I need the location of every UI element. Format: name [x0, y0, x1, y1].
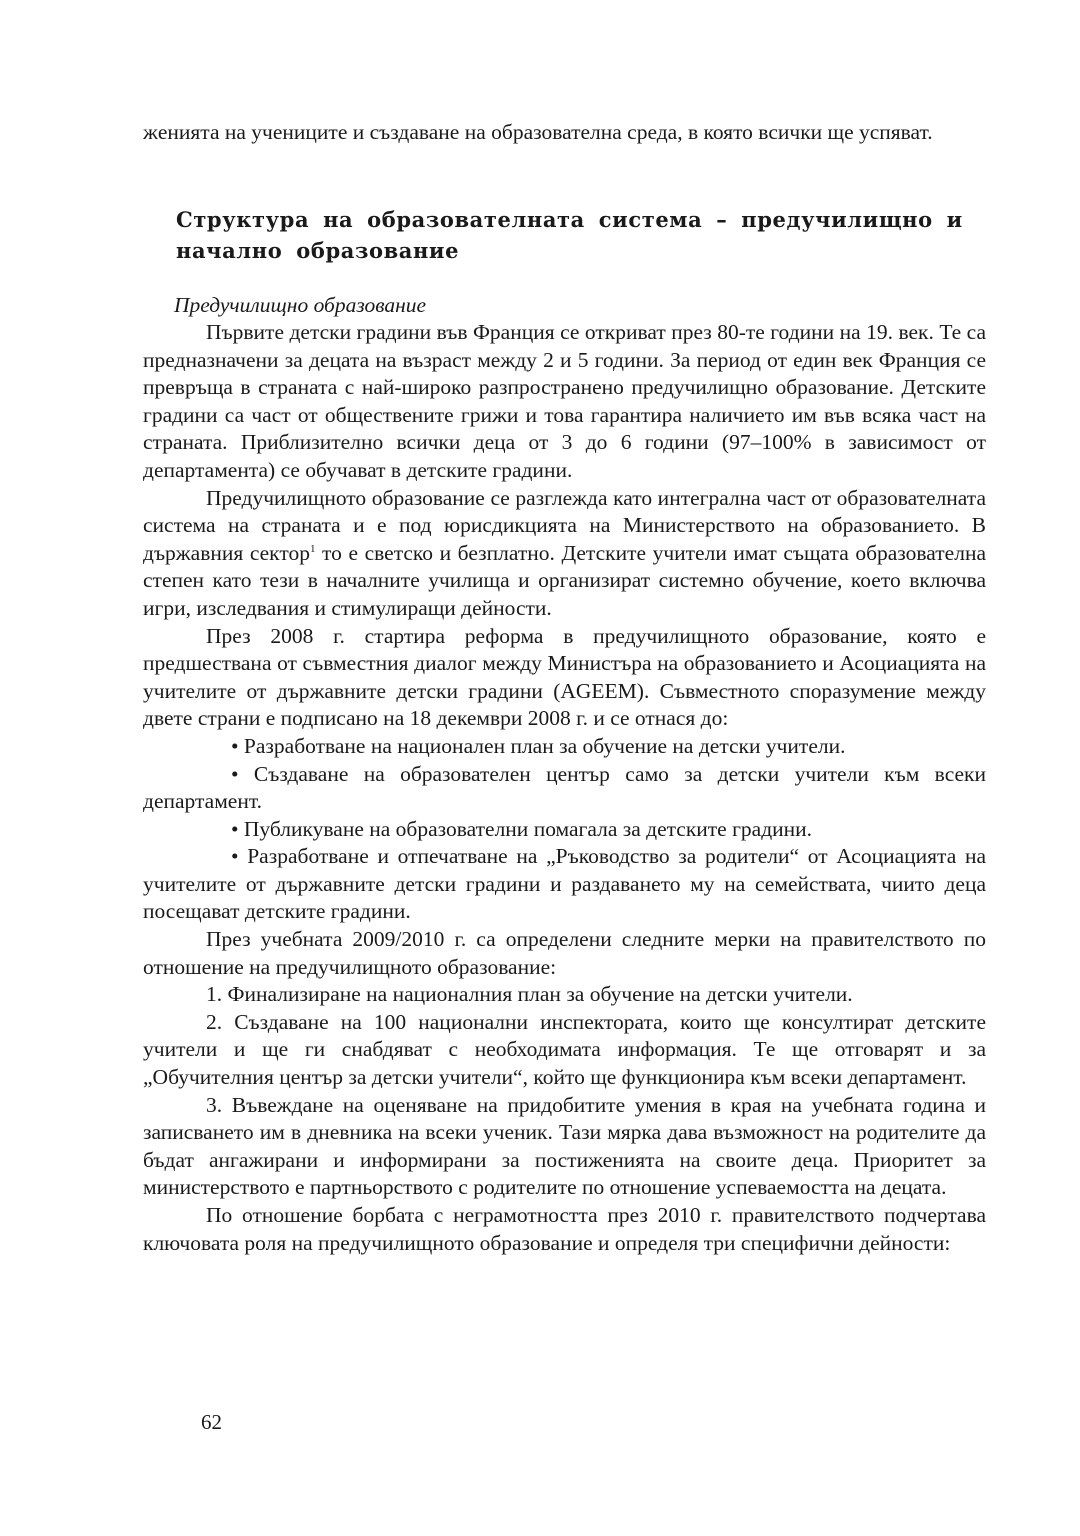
- measure-item: 1. Финализиране на националния план за обучение на детски учители.: [206, 982, 853, 1007]
- subheading: Предучилищно образование: [174, 293, 427, 317]
- bullet-item: • Създаване на образователен център само за детски учители към всеки департамент.: [143, 761, 986, 814]
- paragraph-history: Първите детски градини във Франция се откриват през 80-те години на 19. век. Те са предназначени за децата на възраст между 2 и 5 години. За период от един век Франция се превръща в страната с най-широко разпространено предучилищно образование. Детските градини са част от обществените грижи и това гарантира наличието им във всяка част на страната. Приблизително всички деца от 3 до 6 години (97–100% в зависимост от департамента) се обучават в детските градини.: [143, 320, 986, 482]
- text-block-top: [143, 119, 986, 147]
- measure-item: 2. Създаване на 100 национални инспектората, които ще консултират детските учители и ще ги снабдяват с необходимата информация. Те ще отговарят и за „Обучителния център за детски учители“, който ще функционира към всеки департамент.: [143, 1009, 986, 1090]
- main-body: [143, 291, 986, 1257]
- paragraph-reform: През 2008 г. стартира реформа в предучилищното образование, която е предшествана от съвместния диалог между Министъра на образованието и Асоциацията на учителите от държавните детски градини (AGEEM). Съвместното споразумение между двете страни е подписано на 18 декември 2008 г. и се отнася до:: [143, 623, 986, 731]
- bullet-item: • Публикуване на образователни помагала за детските градини.: [231, 816, 813, 841]
- heading-block: [176, 204, 966, 266]
- measure-item: 3. Въвеждане на оценяване на придобитите умения в края на учебната година и записването им в дневника на всеки ученик. Тази мярка дава възможност на родителите да бъдат ангажирани и информирани за постиженията на своите деца. Приоритет за министерството е партньорството с родителите по отношение успеваемостта на децата.: [143, 1092, 986, 1200]
- footnote-marker: 1: [309, 542, 316, 555]
- section-heading-line-2: начално образование: [176, 238, 460, 263]
- paragraph-closing: По отношение борбата с неграмотността през 2010 г. правителството подчертава ключовата роля на предучилищното образование и определя три специфични дейности:: [143, 1203, 986, 1255]
- paragraph-integration: [143, 485, 986, 623]
- page-number: 62: [201, 1410, 222, 1434]
- paragraph-integration-part-2: то е светско и безплатно. Детските учители имат същата образователна степен като тези в началните училища и организират системно обучение, което включва игри, изследвания и стимулиращи дейности.: [143, 540, 986, 620]
- section-heading-line-1: Структура на образователната система – предучилищно и: [176, 207, 963, 232]
- bullet-item: • Разработване на национален план за обучение на детски учители.: [231, 733, 846, 758]
- paragraph-integration-part-1: Предучилищното образование се разглежда като интегрална част от образователната система на страната и е под юрисдикцията на Министерството на образованието. В държавния сектор: [143, 485, 986, 565]
- continuation-paragraph: жeнията на учениците и създаване на образователна среда, в която всички ще успяват.: [143, 120, 933, 144]
- paragraph-measures-intro: През учебната 2009/2010 г. са определени следните мерки на правителството по отношение на предучилищното образование:: [143, 927, 986, 979]
- bullet-item: • Разработване и отпечатване на „Ръководство за родители“ от Асоциацията на учителите от държавните детски градини и раздаването му на семействата, чиито деца посещават детските градини.: [143, 844, 986, 924]
